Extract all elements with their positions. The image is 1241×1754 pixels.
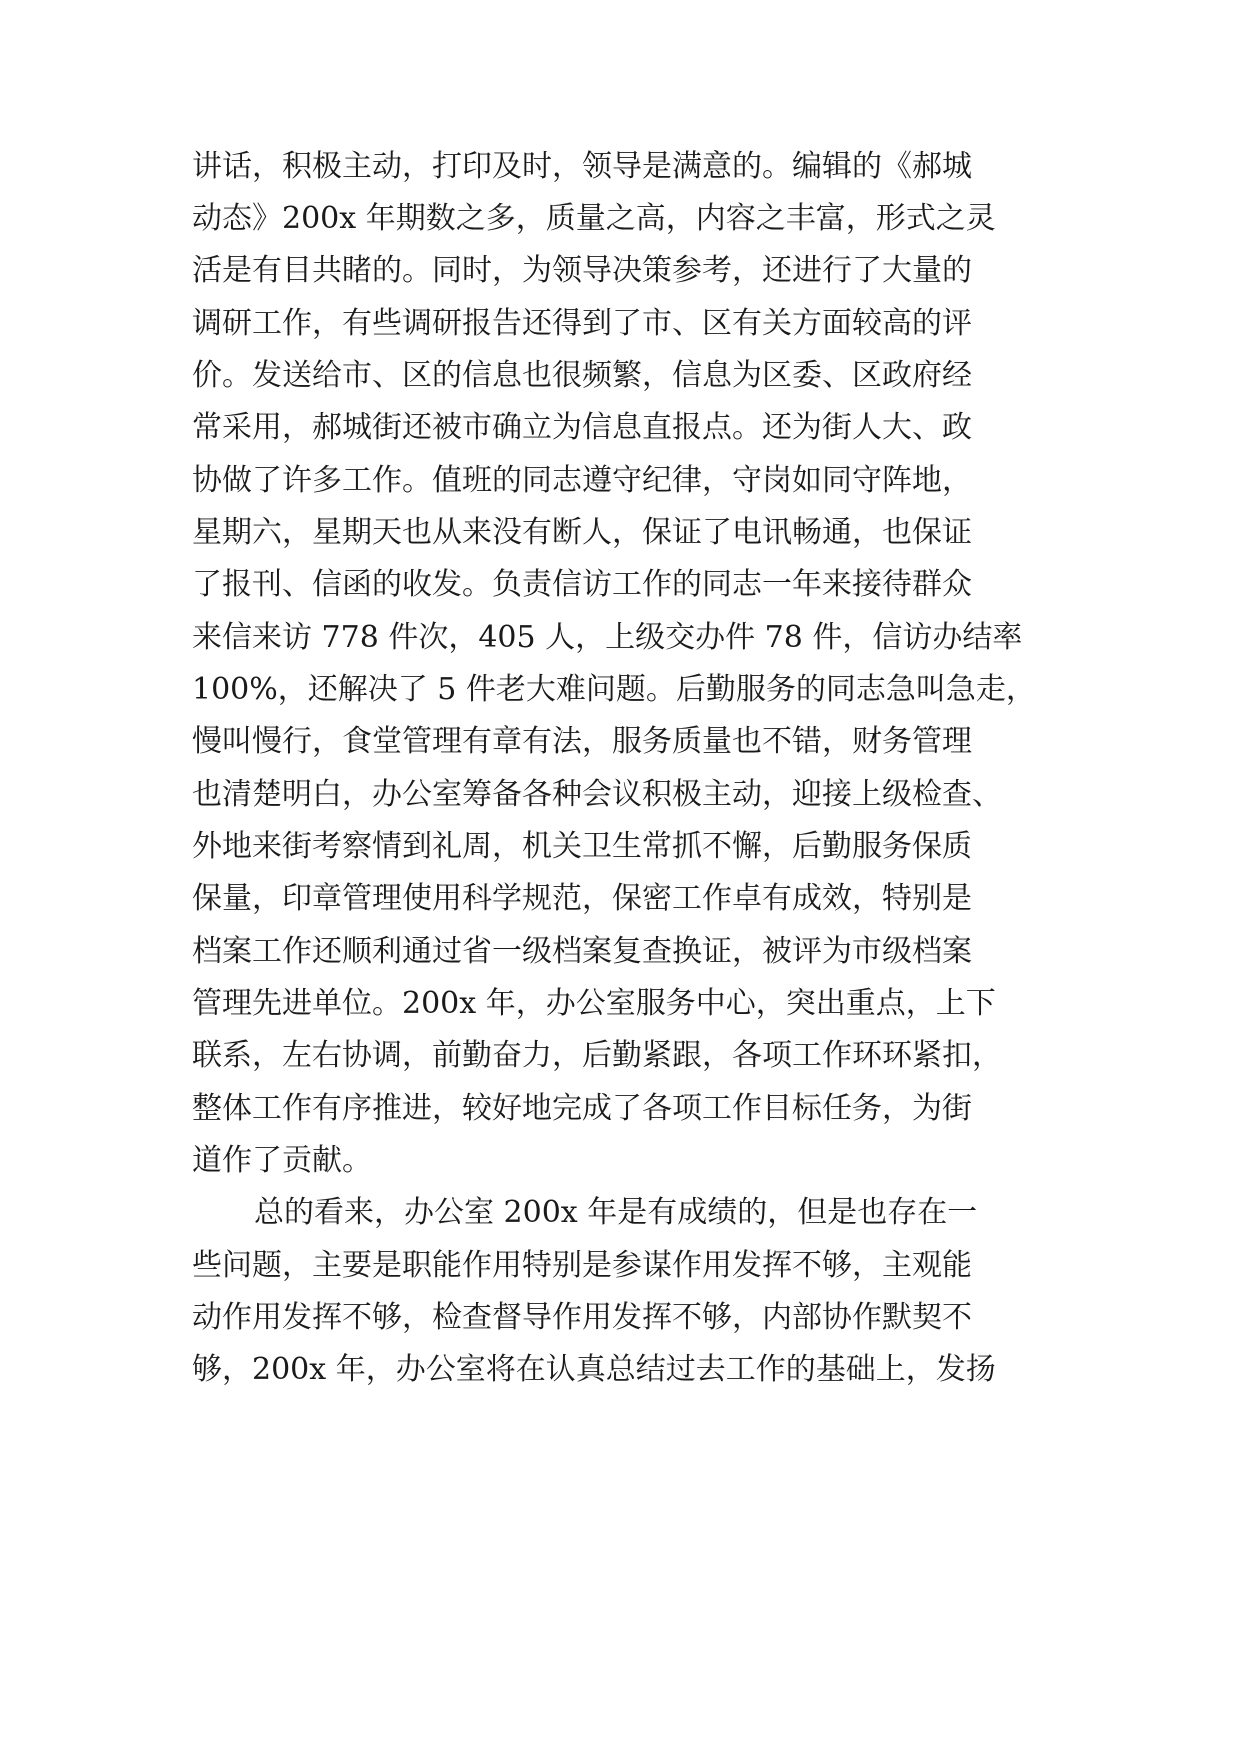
paragraph-first-line: 总的看来，办公室 200x 年是有成绩的，但是也存在一 <box>254 1195 978 1230</box>
body-text-line: 了报刊、信函的收发。负责信访工作的同志一年来接待群众 <box>192 567 972 602</box>
body-text-line: 够，200x 年，办公室将在认真总结过去工作的基础上，发扬 <box>192 1352 996 1387</box>
body-text-line: 慢叫慢行，食堂管理有章有法，服务质量也不错，财务管理 <box>192 724 972 759</box>
body-text-line: 价。发送给市、区的信息也很频繁，信息为区委、区政府经 <box>192 358 972 393</box>
body-text-line: 100%，还解决了 5 件老大难问题。后勤服务的同志急叫急走， <box>192 672 1036 707</box>
body-text-line: 外地来街考察情到礼周，机关卫生常抓不懈，后勤服务保质 <box>192 829 972 864</box>
body-text-line: 星期六，星期天也从来没有断人，保证了电讯畅通，也保证 <box>192 515 972 550</box>
body-text-line: 些问题，主要是职能作用特别是参谋作用发挥不够，主观能 <box>192 1248 972 1283</box>
body-text-line: 来信来访 778 件次，405 人，上级交办件 78 件，信访办结率 <box>192 620 1023 655</box>
body-text-line: 讲话，积极主动，打印及时，领导是满意的。编辑的《郝城 <box>192 149 972 184</box>
body-text-line: 道作了贡献。 <box>192 1143 372 1178</box>
body-text-line: 常采用，郝城街还被市确立为信息直报点。还为街人大、政 <box>192 410 972 445</box>
body-text-line: 档案工作还顺利通过省一级档案复查换证，被评为市级档案 <box>192 934 972 969</box>
body-text-line: 动作用发挥不够，检查督导作用发挥不够，内部协作默契不 <box>192 1300 972 1335</box>
body-text-line: 保量，印章管理使用科学规范，保密工作卓有成效，特别是 <box>192 881 972 916</box>
body-text-line: 调研工作，有些调研报告还得到了市、区有关方面较高的评 <box>192 306 972 341</box>
body-text-line: 管理先进单位。200x 年，办公室服务中心，突出重点，上下 <box>192 986 996 1021</box>
body-text-line: 协做了许多工作。值班的同志遵守纪律，守岗如同守阵地， <box>192 463 972 498</box>
body-text-line: 整体工作有序推进，较好地完成了各项工作目标任务，为街 <box>192 1091 972 1126</box>
body-text-line: 也清楚明白，办公室筹备各种会议积极主动，迎接上级检查、 <box>192 777 1002 812</box>
body-text-line: 联系，左右协调，前勤奋力，后勤紧跟，各项工作环环紧扣， <box>192 1038 1002 1073</box>
body-text-line: 活是有目共睹的。同时，为领导决策参考，还进行了大量的 <box>192 253 972 288</box>
body-text-line: 动态》200x 年期数之多，质量之高，内容之丰富，形式之灵 <box>192 201 996 236</box>
